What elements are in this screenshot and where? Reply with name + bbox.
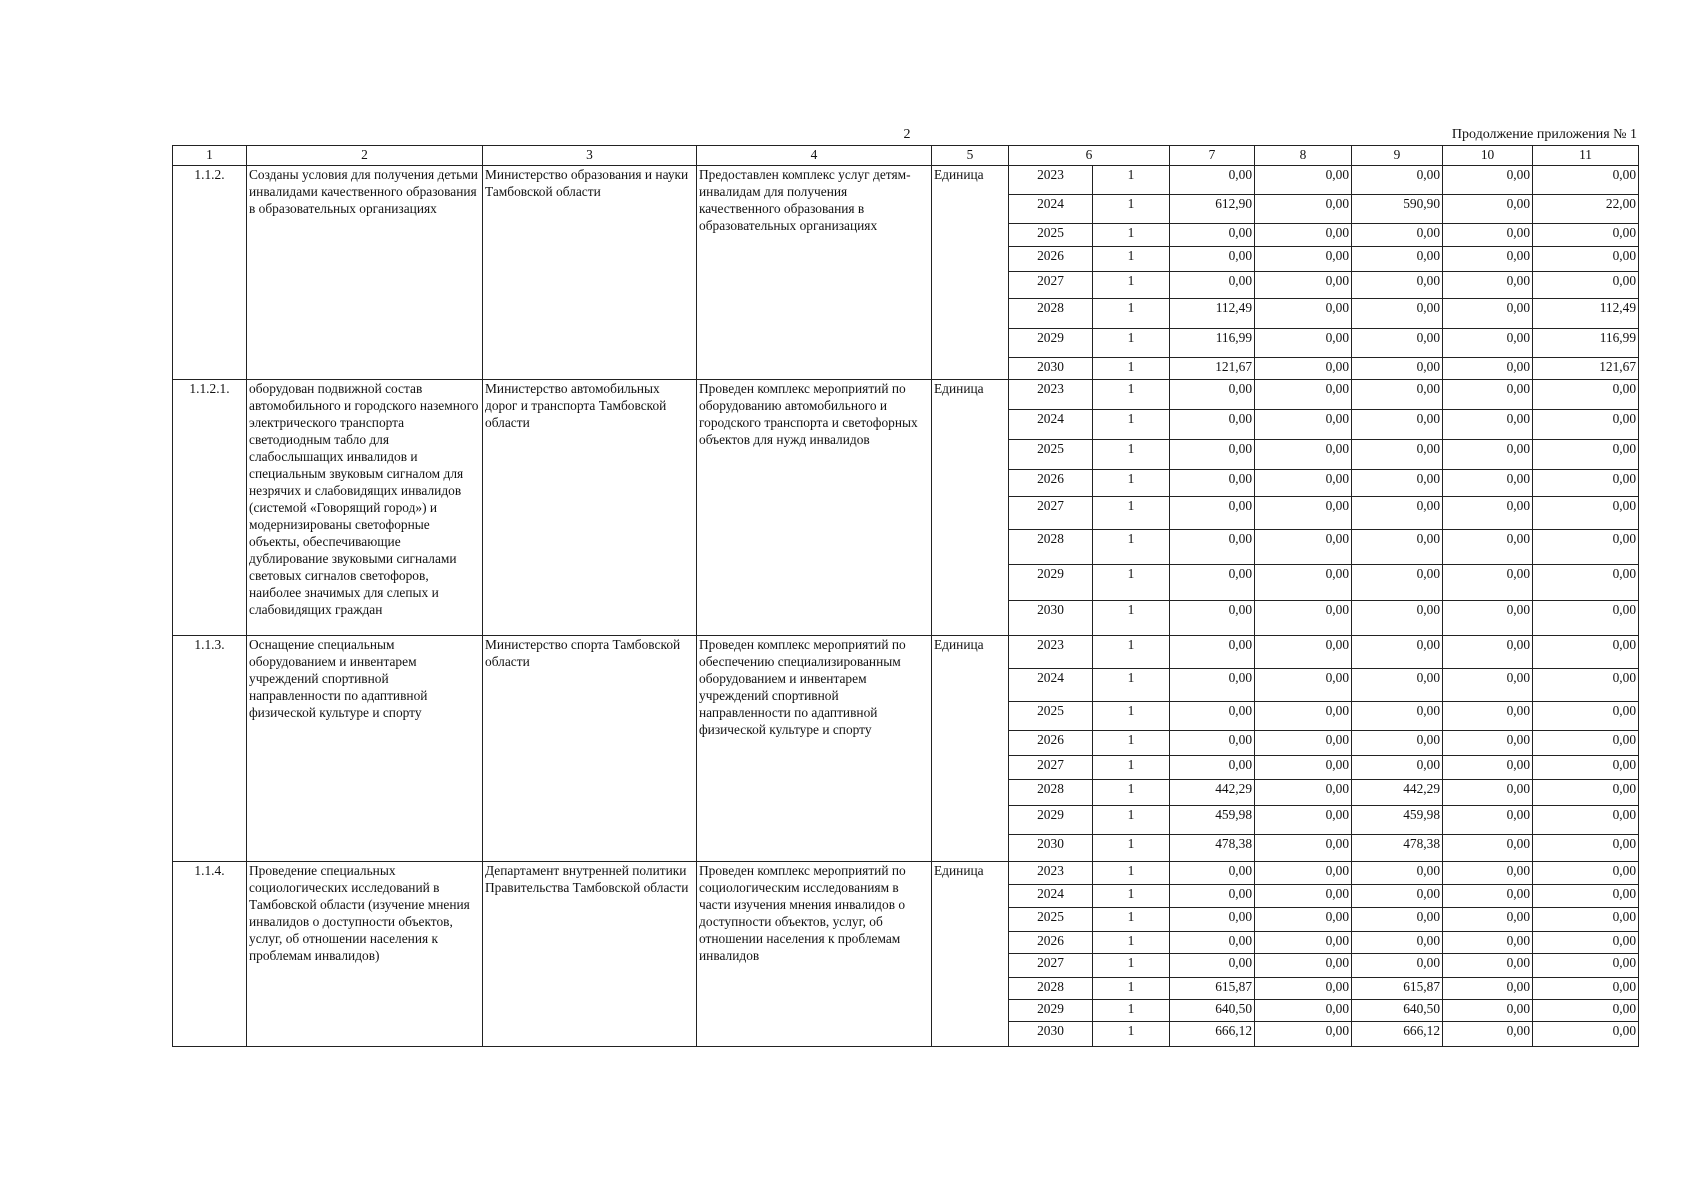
col11-cell: 0,00 xyxy=(1533,272,1639,299)
col8-cell: 0,00 xyxy=(1255,731,1352,756)
count-cell: 1 xyxy=(1093,247,1170,272)
col11-cell: 116,99 xyxy=(1533,329,1639,358)
col9-cell: 0,00 xyxy=(1352,669,1443,702)
col9-cell: 0,00 xyxy=(1352,247,1443,272)
total-cell: 0,00 xyxy=(1170,885,1255,908)
year-cell: 2028 xyxy=(1009,780,1093,806)
col8-cell: 0,00 xyxy=(1255,329,1352,358)
col9-cell: 0,00 xyxy=(1352,166,1443,195)
col9-cell: 640,50 xyxy=(1352,1000,1443,1022)
col11-cell: 0,00 xyxy=(1533,756,1639,780)
total-cell: 0,00 xyxy=(1170,702,1255,731)
total-cell: 0,00 xyxy=(1170,862,1255,885)
header-row xyxy=(173,146,1639,166)
col9-cell: 615,87 xyxy=(1352,978,1443,1000)
year-cell: 2029 xyxy=(1009,806,1093,835)
total-cell: 612,90 xyxy=(1170,195,1255,224)
col-header-9: 9 xyxy=(1352,146,1443,166)
col11-cell: 0,00 xyxy=(1533,862,1639,885)
col-header-7: 7 xyxy=(1170,146,1255,166)
col11-cell: 0,00 xyxy=(1533,885,1639,908)
year-cell: 2025 xyxy=(1009,440,1093,470)
year-cell: 2024 xyxy=(1009,885,1093,908)
col8-cell: 0,00 xyxy=(1255,1000,1352,1022)
col11-cell: 0,00 xyxy=(1533,731,1639,756)
total-cell: 0,00 xyxy=(1170,954,1255,978)
count-cell: 1 xyxy=(1093,756,1170,780)
col11-cell: 22,00 xyxy=(1533,195,1639,224)
col10-cell: 0,00 xyxy=(1443,497,1533,530)
col8-cell: 0,00 xyxy=(1255,1022,1352,1047)
col9-cell: 0,00 xyxy=(1352,636,1443,669)
count-cell: 1 xyxy=(1093,702,1170,731)
col9-cell: 0,00 xyxy=(1352,862,1443,885)
col11-cell: 0,00 xyxy=(1533,601,1639,636)
total-cell: 0,00 xyxy=(1170,756,1255,780)
col8-cell: 0,00 xyxy=(1255,862,1352,885)
total-cell: 0,00 xyxy=(1170,908,1255,932)
col11-cell: 0,00 xyxy=(1533,702,1639,731)
col8-cell: 0,00 xyxy=(1255,247,1352,272)
result-text: Проведен комплекс мероприятий по обеспечению специализированным оборудованием и инвентарем учреждений спортивной направленности по адаптивной физической культуре и спорту xyxy=(697,636,932,862)
total-cell: 0,00 xyxy=(1170,440,1255,470)
col9-cell: 0,00 xyxy=(1352,601,1443,636)
col8-cell: 0,00 xyxy=(1255,299,1352,329)
col10-cell: 0,00 xyxy=(1443,835,1533,862)
continuation-label: Продолжение приложения № 1 xyxy=(1451,127,1637,142)
measure-name: Оснащение специальным оборудованием и инвентарем учреждений спортивной направленности по адаптивной физической культуре и спорту xyxy=(247,636,483,862)
col8-cell: 0,00 xyxy=(1255,497,1352,530)
col10-cell: 0,00 xyxy=(1443,636,1533,669)
col8-cell: 0,00 xyxy=(1255,440,1352,470)
page-number: 2 xyxy=(903,127,911,142)
col10-cell: 0,00 xyxy=(1443,669,1533,702)
col11-cell: 0,00 xyxy=(1533,669,1639,702)
year-cell: 2027 xyxy=(1009,272,1093,299)
total-cell: 0,00 xyxy=(1170,601,1255,636)
count-cell: 1 xyxy=(1093,195,1170,224)
count-cell: 1 xyxy=(1093,440,1170,470)
col8-cell: 0,00 xyxy=(1255,636,1352,669)
col8-cell: 0,00 xyxy=(1255,358,1352,380)
total-cell: 0,00 xyxy=(1170,669,1255,702)
col8-cell: 0,00 xyxy=(1255,954,1352,978)
year-cell: 2026 xyxy=(1009,731,1093,756)
year-cell: 2025 xyxy=(1009,224,1093,247)
count-cell: 1 xyxy=(1093,601,1170,636)
col9-cell: 590,90 xyxy=(1352,195,1443,224)
col11-cell: 0,00 xyxy=(1533,908,1639,932)
col9-cell: 0,00 xyxy=(1352,908,1443,932)
col8-cell: 0,00 xyxy=(1255,601,1352,636)
col9-cell: 0,00 xyxy=(1352,299,1443,329)
col9-cell: 0,00 xyxy=(1352,954,1443,978)
year-cell: 2025 xyxy=(1009,908,1093,932)
count-cell: 1 xyxy=(1093,530,1170,565)
col10-cell: 0,00 xyxy=(1443,954,1533,978)
col8-cell: 0,00 xyxy=(1255,166,1352,195)
total-cell: 112,49 xyxy=(1170,299,1255,329)
col8-cell: 0,00 xyxy=(1255,908,1352,932)
col10-cell: 0,00 xyxy=(1443,358,1533,380)
year-cell: 2027 xyxy=(1009,954,1093,978)
year-cell: 2028 xyxy=(1009,978,1093,1000)
total-cell: 442,29 xyxy=(1170,780,1255,806)
col8-cell: 0,00 xyxy=(1255,530,1352,565)
col11-cell: 0,00 xyxy=(1533,954,1639,978)
year-cell: 2024 xyxy=(1009,195,1093,224)
col-header-10: 10 xyxy=(1443,146,1533,166)
col10-cell: 0,00 xyxy=(1443,329,1533,358)
col10-cell: 0,00 xyxy=(1443,862,1533,885)
table-row xyxy=(173,636,1639,669)
col8-cell: 0,00 xyxy=(1255,565,1352,601)
year-cell: 2023 xyxy=(1009,862,1093,885)
col10-cell: 0,00 xyxy=(1443,380,1533,410)
result-text: Предоставлен комплекс услуг детям-инвалидам для получения качественного образования в образовательных организациях xyxy=(697,166,932,380)
col9-cell: 0,00 xyxy=(1352,329,1443,358)
col10-cell: 0,00 xyxy=(1443,978,1533,1000)
col11-cell: 0,00 xyxy=(1533,410,1639,440)
col8-cell: 0,00 xyxy=(1255,195,1352,224)
result-text: Проведен комплекс мероприятий по оборудованию автомобильного и городского транспорта и светофорных объектов для нужд инвалидов xyxy=(697,380,932,636)
total-cell: 0,00 xyxy=(1170,470,1255,497)
col10-cell: 0,00 xyxy=(1443,410,1533,440)
section-code: 1.1.4. xyxy=(173,862,247,1047)
col9-cell: 0,00 xyxy=(1352,224,1443,247)
executor-name: Министерство спорта Тамбовской области xyxy=(483,636,697,862)
col11-cell: 0,00 xyxy=(1533,978,1639,1000)
year-cell: 2023 xyxy=(1009,636,1093,669)
year-cell: 2024 xyxy=(1009,410,1093,440)
col-header-5: 5 xyxy=(932,146,1009,166)
col11-cell: 0,00 xyxy=(1533,530,1639,565)
count-cell: 1 xyxy=(1093,470,1170,497)
col9-cell: 0,00 xyxy=(1352,497,1443,530)
col10-cell: 0,00 xyxy=(1443,1022,1533,1047)
count-cell: 1 xyxy=(1093,299,1170,329)
year-cell: 2030 xyxy=(1009,358,1093,380)
count-cell: 1 xyxy=(1093,329,1170,358)
count-cell: 1 xyxy=(1093,932,1170,954)
total-cell: 0,00 xyxy=(1170,272,1255,299)
total-cell: 0,00 xyxy=(1170,636,1255,669)
total-cell: 0,00 xyxy=(1170,247,1255,272)
total-cell: 459,98 xyxy=(1170,806,1255,835)
year-cell: 2027 xyxy=(1009,497,1093,530)
total-cell: 0,00 xyxy=(1170,410,1255,440)
col9-cell: 0,00 xyxy=(1352,272,1443,299)
table-row xyxy=(173,862,1639,885)
col8-cell: 0,00 xyxy=(1255,932,1352,954)
col10-cell: 0,00 xyxy=(1443,601,1533,636)
col8-cell: 0,00 xyxy=(1255,978,1352,1000)
count-cell: 1 xyxy=(1093,224,1170,247)
total-cell: 666,12 xyxy=(1170,1022,1255,1047)
total-cell: 0,00 xyxy=(1170,224,1255,247)
executor-name: Министерство автомобильных дорог и транспорта Тамбовской области xyxy=(483,380,697,636)
col11-cell: 112,49 xyxy=(1533,299,1639,329)
year-cell: 2024 xyxy=(1009,669,1093,702)
year-cell: 2026 xyxy=(1009,470,1093,497)
count-cell: 1 xyxy=(1093,1022,1170,1047)
count-cell: 1 xyxy=(1093,565,1170,601)
col8-cell: 0,00 xyxy=(1255,669,1352,702)
col10-cell: 0,00 xyxy=(1443,299,1533,329)
count-cell: 1 xyxy=(1093,862,1170,885)
col9-cell: 478,38 xyxy=(1352,835,1443,862)
col9-cell: 0,00 xyxy=(1352,440,1443,470)
col10-cell: 0,00 xyxy=(1443,530,1533,565)
count-cell: 1 xyxy=(1093,885,1170,908)
count-cell: 1 xyxy=(1093,835,1170,862)
year-cell: 2027 xyxy=(1009,756,1093,780)
col10-cell: 0,00 xyxy=(1443,195,1533,224)
total-cell: 615,87 xyxy=(1170,978,1255,1000)
unit-label: Единица xyxy=(932,380,1009,636)
total-cell: 116,99 xyxy=(1170,329,1255,358)
col8-cell: 0,00 xyxy=(1255,806,1352,835)
count-cell: 1 xyxy=(1093,166,1170,195)
col8-cell: 0,00 xyxy=(1255,470,1352,497)
measure-name: оборудован подвижной состав автомобильного и городского наземного электрического транспорта светодиодным табло для слабослышащих инвалидов и специальным звуковым сигналом для незрячих и слабовидящих инвалидов (системой «Говорящий город») и модернизированы светофорные объекты, обеспечивающие дублирование звуковыми сигналами световых сигналов светофоров, наиболее значимых для слепых и слабовидящих граждан xyxy=(247,380,483,636)
col8-cell: 0,00 xyxy=(1255,780,1352,806)
total-cell: 0,00 xyxy=(1170,166,1255,195)
table-body xyxy=(173,166,1639,1047)
result-text: Проведен комплекс мероприятий по социологическим исследованиям в части изучения мнения инвалидов о доступности объектов, услуг, об отношении населения к проблемам инвалидов xyxy=(697,862,932,1047)
count-cell: 1 xyxy=(1093,410,1170,440)
col8-cell: 0,00 xyxy=(1255,835,1352,862)
col-header-6: 6 xyxy=(1009,146,1170,166)
col-header-3: 3 xyxy=(483,146,697,166)
col10-cell: 0,00 xyxy=(1443,780,1533,806)
col8-cell: 0,00 xyxy=(1255,756,1352,780)
col11-cell: 121,67 xyxy=(1533,358,1639,380)
count-cell: 1 xyxy=(1093,272,1170,299)
count-cell: 1 xyxy=(1093,380,1170,410)
count-cell: 1 xyxy=(1093,669,1170,702)
col11-cell: 0,00 xyxy=(1533,806,1639,835)
measure-name: Созданы условия для получения детьми инвалидами качественного образования в образовательных организациях xyxy=(247,166,483,380)
total-cell: 0,00 xyxy=(1170,530,1255,565)
col10-cell: 0,00 xyxy=(1443,885,1533,908)
col9-cell: 0,00 xyxy=(1352,565,1443,601)
col9-cell: 0,00 xyxy=(1352,885,1443,908)
col10-cell: 0,00 xyxy=(1443,756,1533,780)
col9-cell: 0,00 xyxy=(1352,380,1443,410)
year-cell: 2023 xyxy=(1009,380,1093,410)
col9-cell: 442,29 xyxy=(1352,780,1443,806)
col11-cell: 0,00 xyxy=(1533,166,1639,195)
year-cell: 2030 xyxy=(1009,835,1093,862)
col8-cell: 0,00 xyxy=(1255,380,1352,410)
col10-cell: 0,00 xyxy=(1443,932,1533,954)
col11-cell: 0,00 xyxy=(1533,565,1639,601)
unit-label: Единица xyxy=(932,862,1009,1047)
total-cell: 0,00 xyxy=(1170,731,1255,756)
count-cell: 1 xyxy=(1093,978,1170,1000)
col9-cell: 0,00 xyxy=(1352,358,1443,380)
table-row xyxy=(173,166,1639,195)
count-cell: 1 xyxy=(1093,1000,1170,1022)
col9-cell: 0,00 xyxy=(1352,410,1443,440)
appendix-table xyxy=(172,145,1639,1047)
total-cell: 0,00 xyxy=(1170,565,1255,601)
year-cell: 2029 xyxy=(1009,329,1093,358)
count-cell: 1 xyxy=(1093,497,1170,530)
unit-label: Единица xyxy=(932,166,1009,380)
col-header-4: 4 xyxy=(697,146,932,166)
total-cell: 0,00 xyxy=(1170,497,1255,530)
total-cell: 478,38 xyxy=(1170,835,1255,862)
year-cell: 2026 xyxy=(1009,247,1093,272)
col-header-8: 8 xyxy=(1255,146,1352,166)
col10-cell: 0,00 xyxy=(1443,908,1533,932)
unit-label: Единица xyxy=(932,636,1009,862)
col8-cell: 0,00 xyxy=(1255,702,1352,731)
col-header-11: 11 xyxy=(1533,146,1639,166)
col11-cell: 0,00 xyxy=(1533,440,1639,470)
col10-cell: 0,00 xyxy=(1443,440,1533,470)
col10-cell: 0,00 xyxy=(1443,1000,1533,1022)
col10-cell: 0,00 xyxy=(1443,166,1533,195)
col10-cell: 0,00 xyxy=(1443,224,1533,247)
col11-cell: 0,00 xyxy=(1533,470,1639,497)
year-cell: 2030 xyxy=(1009,601,1093,636)
year-cell: 2028 xyxy=(1009,299,1093,329)
year-cell: 2026 xyxy=(1009,932,1093,954)
col10-cell: 0,00 xyxy=(1443,247,1533,272)
measure-name: Проведение специальных социологических исследований в Тамбовской области (изучение мнения инвалидов о доступности объектов, услуг, об отношении населения к проблемам инвалидов) xyxy=(247,862,483,1047)
year-cell: 2028 xyxy=(1009,530,1093,565)
year-cell: 2029 xyxy=(1009,565,1093,601)
total-cell: 121,67 xyxy=(1170,358,1255,380)
count-cell: 1 xyxy=(1093,780,1170,806)
count-cell: 1 xyxy=(1093,954,1170,978)
col9-cell: 0,00 xyxy=(1352,731,1443,756)
section-code: 1.1.2. xyxy=(173,166,247,380)
col11-cell: 0,00 xyxy=(1533,835,1639,862)
col11-cell: 0,00 xyxy=(1533,247,1639,272)
count-cell: 1 xyxy=(1093,636,1170,669)
col10-cell: 0,00 xyxy=(1443,702,1533,731)
year-cell: 2023 xyxy=(1009,166,1093,195)
col9-cell: 666,12 xyxy=(1352,1022,1443,1047)
count-cell: 1 xyxy=(1093,908,1170,932)
count-cell: 1 xyxy=(1093,358,1170,380)
col9-cell: 0,00 xyxy=(1352,932,1443,954)
col8-cell: 0,00 xyxy=(1255,224,1352,247)
col-header-1: 1 xyxy=(173,146,247,166)
year-cell: 2029 xyxy=(1009,1000,1093,1022)
col11-cell: 0,00 xyxy=(1533,1000,1639,1022)
col10-cell: 0,00 xyxy=(1443,565,1533,601)
col11-cell: 0,00 xyxy=(1533,636,1639,669)
section-code: 1.1.2.1. xyxy=(173,380,247,636)
col-header-2: 2 xyxy=(247,146,483,166)
col11-cell: 0,00 xyxy=(1533,224,1639,247)
executor-name: Министерство образования и науки Тамбовской области xyxy=(483,166,697,380)
section-code: 1.1.3. xyxy=(173,636,247,862)
col10-cell: 0,00 xyxy=(1443,272,1533,299)
count-cell: 1 xyxy=(1093,731,1170,756)
col10-cell: 0,00 xyxy=(1443,470,1533,497)
total-cell: 0,00 xyxy=(1170,380,1255,410)
executor-name: Департамент внутренней политики Правительства Тамбовской области xyxy=(483,862,697,1047)
count-cell: 1 xyxy=(1093,806,1170,835)
col11-cell: 0,00 xyxy=(1533,780,1639,806)
year-cell: 2025 xyxy=(1009,702,1093,731)
col11-cell: 0,00 xyxy=(1533,1022,1639,1047)
total-cell: 0,00 xyxy=(1170,932,1255,954)
col11-cell: 0,00 xyxy=(1533,497,1639,530)
col9-cell: 0,00 xyxy=(1352,702,1443,731)
col8-cell: 0,00 xyxy=(1255,885,1352,908)
col8-cell: 0,00 xyxy=(1255,272,1352,299)
total-cell: 640,50 xyxy=(1170,1000,1255,1022)
year-cell: 2030 xyxy=(1009,1022,1093,1047)
col9-cell: 0,00 xyxy=(1352,756,1443,780)
col11-cell: 0,00 xyxy=(1533,380,1639,410)
col9-cell: 459,98 xyxy=(1352,806,1443,835)
col9-cell: 0,00 xyxy=(1352,530,1443,565)
col8-cell: 0,00 xyxy=(1255,410,1352,440)
col10-cell: 0,00 xyxy=(1443,731,1533,756)
col9-cell: 0,00 xyxy=(1352,470,1443,497)
table-row xyxy=(173,380,1639,410)
col10-cell: 0,00 xyxy=(1443,806,1533,835)
col11-cell: 0,00 xyxy=(1533,932,1639,954)
